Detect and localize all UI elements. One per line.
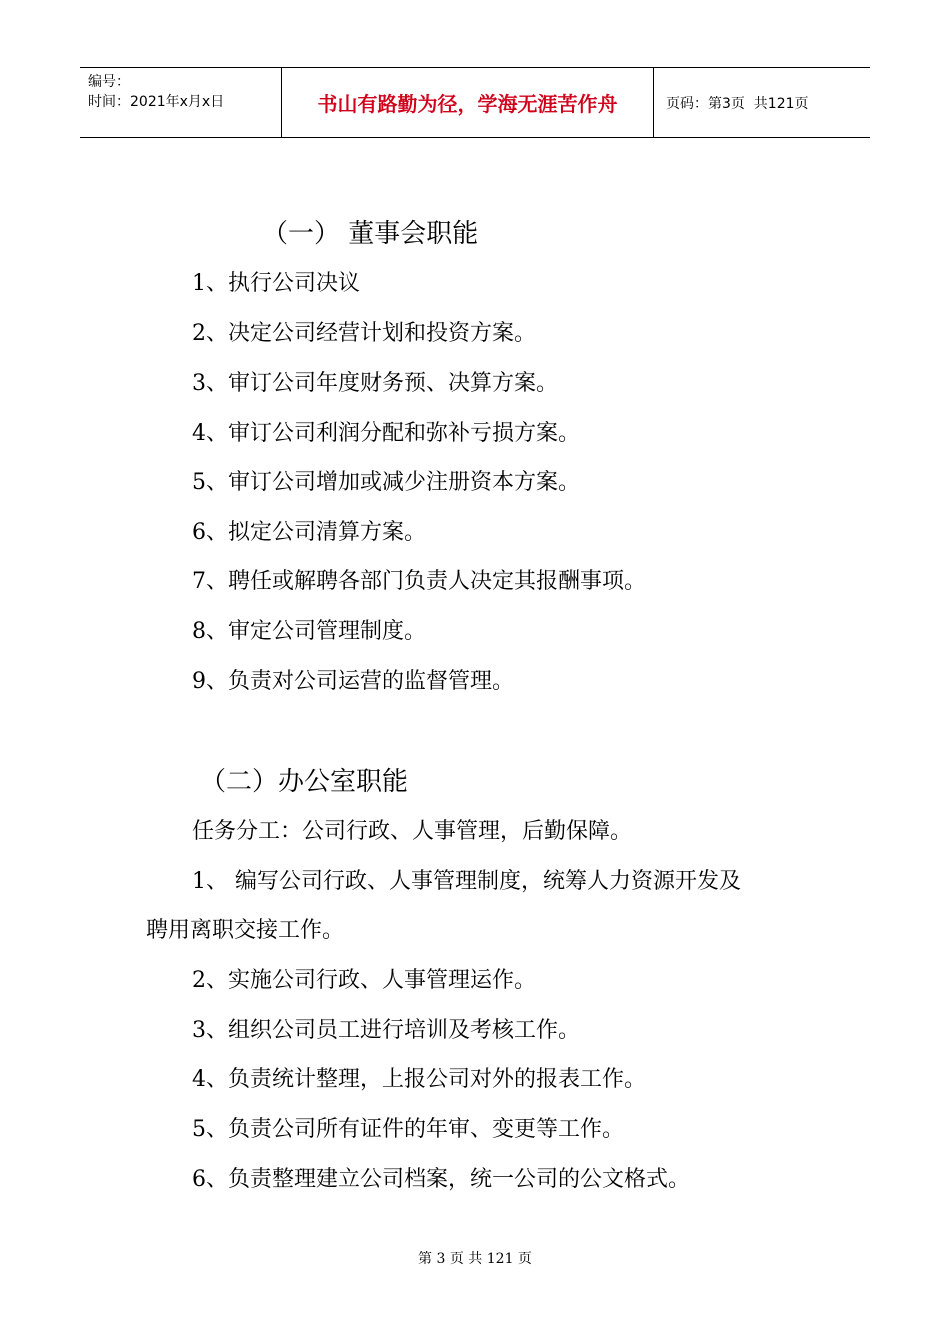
list-item: 1、执行公司决议 (192, 271, 360, 296)
section-title-office: （二）办公室职能 (200, 767, 409, 797)
list-item: 2、决定公司经营计划和投资方案。 (192, 321, 536, 346)
header-meta (80, 68, 282, 137)
list-item: 6、拟定公司清算方案。 (192, 520, 426, 545)
serial-number-label: 编号： (88, 74, 130, 90)
list-item: 9、负责对公司运营的监督管理。 (192, 669, 514, 694)
section-intro: 任务分工：公司行政、人事管理，后勤保障。 (192, 819, 633, 844)
list-item-continuation: 聘用离职交接工作。 (146, 918, 345, 943)
list-item: 3、组织公司员工进行培训及考核工作。 (192, 1018, 580, 1043)
header-motto: 书山有路勤为径，学海无涯苦作舟 (282, 68, 654, 137)
list-item: 4、负责统计整理，上报公司对外的报表工作。 (192, 1067, 646, 1092)
header-page-info (654, 68, 870, 137)
page-footer: 第 3 页 共 121 页 (418, 1251, 532, 1267)
list-item: 2、实施公司行政、人事管理运作。 (192, 968, 536, 993)
date-label: 时间：2021年x月x日 (88, 94, 225, 110)
header-page-info-text: 页码：第3页 共121页 (666, 95, 809, 112)
list-item: 5、负责公司所有证件的年审、变更等工作。 (192, 1117, 624, 1142)
list-item: 6、负责整理建立公司档案，统一公司的公文格式。 (192, 1167, 690, 1192)
list-item: 3、审订公司年度财务预、决算方案。 (192, 371, 558, 396)
list-item: 4、审订公司利润分配和弥补亏损方案。 (192, 421, 580, 446)
section-title-board: （一） 董事会职能 (262, 219, 479, 249)
list-item: 7、聘任或解聘各部门负责人决定其报酬事项。 (192, 569, 646, 594)
list-item: 5、审订公司增加或减少注册资本方案。 (192, 470, 580, 495)
list-item: 1、 编写公司行政、人事管理制度，统筹人力资源开发及 (192, 869, 741, 894)
page-header (80, 67, 870, 138)
list-item: 8、审定公司管理制度。 (192, 619, 426, 644)
